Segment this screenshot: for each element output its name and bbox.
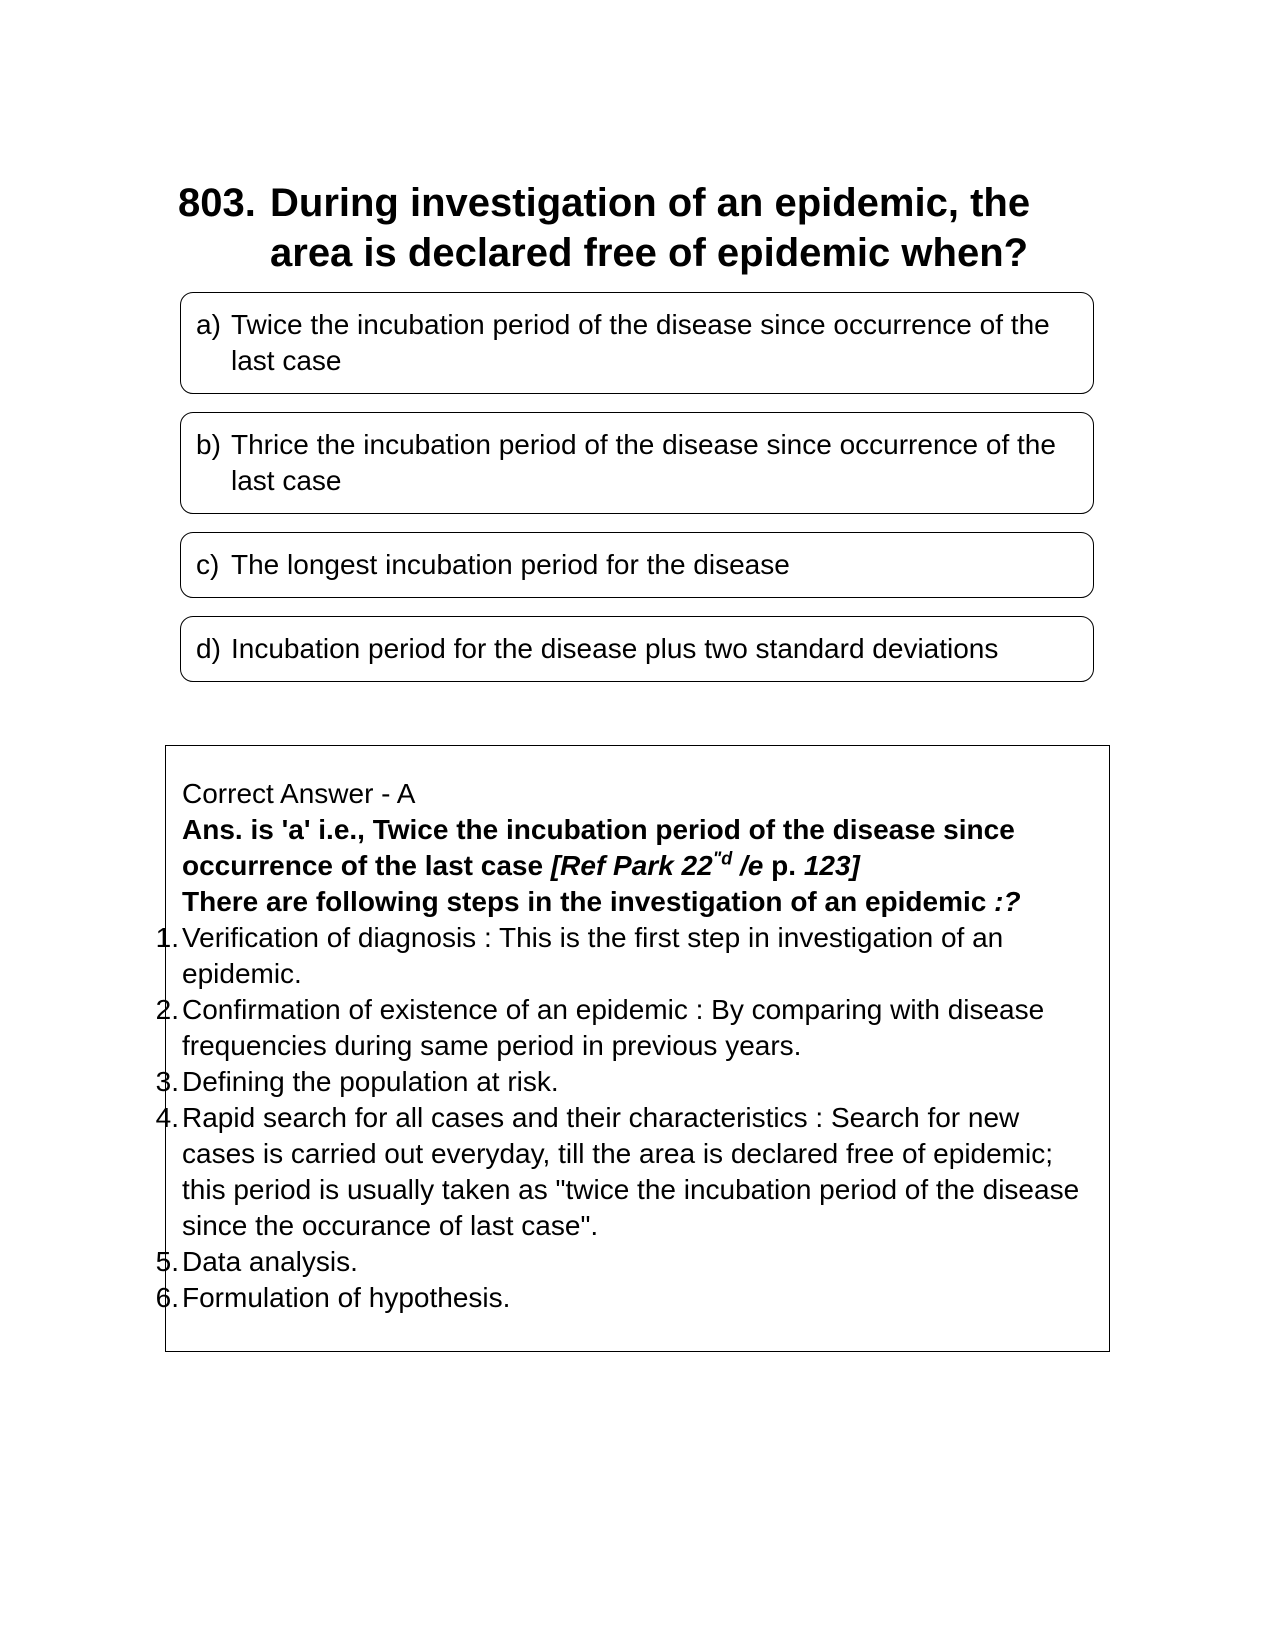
- answer-bold-text: Ans. is 'a' i.e., Twice the incubation period of the disease since occurrence of the last case: [182, 814, 1015, 881]
- step-text: Rapid search for all cases and their characteristics : Search for new cases is carried out everyday, till the area is declared free of epidemic; this period is usually taken as "twice the incubation period of the disease since the occurance of last case".: [182, 1102, 1080, 1241]
- option-text: Incubation period for the disease plus two standard deviations: [231, 633, 999, 664]
- list-item: [155, 992, 1109, 1064]
- steps-intro-text: There are following steps in the investigation of an epidemic: [182, 886, 987, 917]
- step-number: 5.: [155, 1246, 179, 1277]
- option-text: Thrice the incubation period of the disease since occurrence of the last case: [231, 429, 1056, 496]
- steps-list: [155, 920, 1109, 1316]
- step-number: 3.: [155, 1066, 179, 1097]
- list-item: [155, 920, 1109, 992]
- ref-part-2: /e: [732, 850, 764, 881]
- ref-part-1: [Ref Park 22: [550, 850, 713, 881]
- option-text: The longest incubation period for the disease: [231, 549, 790, 580]
- list-item: [155, 1244, 1109, 1280]
- question-number: 803.: [178, 181, 256, 225]
- ref-superscript: "d: [712, 848, 733, 869]
- steps-intro-suffix: :?: [986, 886, 1021, 917]
- correct-answer-line: Correct Answer - A: [182, 778, 416, 809]
- option-letter: c): [196, 549, 220, 580]
- answer-statement: [182, 812, 1109, 884]
- list-item: [155, 1064, 1109, 1100]
- step-text: Verification of diagnosis : This is the first step in investigation of an epidemic.: [182, 922, 1004, 989]
- question: [178, 178, 1078, 278]
- option-letter: d): [196, 633, 221, 664]
- step-number: 6.: [155, 1282, 179, 1313]
- step-text: Confirmation of existence of an epidemic : By comparing with disease frequencies during same period in previous years.: [182, 994, 1045, 1061]
- step-number: 1.: [155, 922, 179, 953]
- step-text: Data analysis.: [182, 1246, 358, 1277]
- option-a[interactable]: [180, 292, 1094, 394]
- ref-part-3: p.: [763, 850, 804, 881]
- option-d[interactable]: [180, 616, 1094, 682]
- step-text: Formulation of hypothesis.: [182, 1282, 511, 1313]
- list-item: [155, 1280, 1109, 1316]
- option-text: Twice the incubation period of the disease since occurrence of the last case: [231, 309, 1050, 376]
- option-b[interactable]: [180, 412, 1094, 514]
- answer-explanation-box: [155, 745, 1110, 1352]
- steps-intro: [182, 884, 1109, 920]
- step-text: Defining the population at risk.: [182, 1066, 559, 1097]
- list-item: [155, 1100, 1109, 1244]
- step-number: 2.: [155, 994, 179, 1025]
- question-text: During investigation of an epidemic, the area is declared free of epidemic when?: [270, 181, 1031, 275]
- option-c[interactable]: [180, 532, 1094, 598]
- option-letter: b): [196, 429, 221, 460]
- option-letter: a): [196, 309, 221, 340]
- step-number: 4.: [155, 1102, 179, 1133]
- ref-part-4: 123]: [803, 850, 860, 881]
